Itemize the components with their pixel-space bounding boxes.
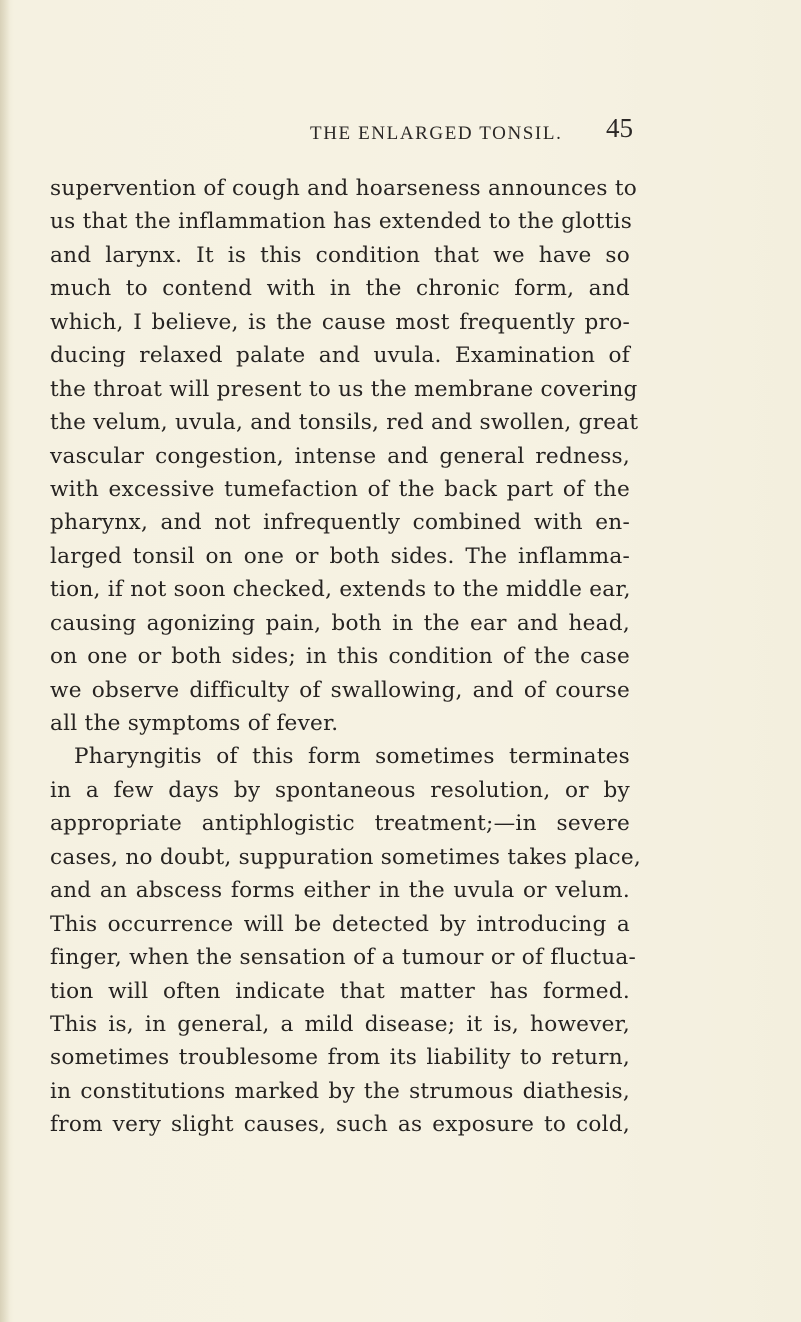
text-line: This occurrence will be detected by introducing a — [50, 911, 630, 937]
text-line: and larynx. It is this condition that we have so — [50, 242, 630, 268]
page-number: 45 — [606, 113, 633, 143]
text-line: in constitutions marked by the strumous diathesis, — [50, 1078, 630, 1104]
body-text — [50, 172, 642, 1142]
text-line: much to contend with in the chronic form, and — [50, 276, 630, 302]
text-line: vascular congestion, intense and general redness, — [50, 443, 630, 469]
page-edge-shadow — [0, 0, 10, 1322]
text-line: supervention of cough and hoarseness announces to — [50, 176, 638, 201]
text-line: sometimes troublesome from its liability to return, — [50, 1045, 630, 1071]
text-line: causing agonizing pain, both in the ear and head, — [50, 610, 630, 636]
text-line: tion will often indicate that matter has formed. — [50, 978, 630, 1004]
text-line: we observe difficulty of swallowing, and of course — [50, 677, 630, 703]
text-line: which, I believe, is the cause most frequently pro- — [50, 309, 630, 335]
text-line: on one or both sides; in this condition of the case — [50, 644, 630, 670]
text-line: us that the inflammation has extended to the glottis — [50, 209, 633, 235]
text-line: This is, in general, a mild disease; it is, however, — [50, 1011, 630, 1037]
running-title: THE ENLARGED TONSIL. — [310, 123, 563, 144]
running-head — [0, 111, 801, 151]
text-line: tion, if not soon checked, extends to the middle ear, — [50, 577, 631, 603]
text-line: the velum, uvula, and tonsils, red and swollen, great — [50, 410, 639, 436]
text-line: ducing relaxed palate and uvula. Examination of — [50, 343, 630, 369]
text-line: cases, no doubt, suppuration sometimes takes place, — [50, 844, 642, 870]
text-line: and an abscess forms either in the uvula or velum. — [50, 878, 630, 904]
text-line: Pharyngitis of this form sometimes terminates — [74, 744, 630, 770]
text-line: in a few days by spontaneous resolution, or by — [50, 777, 630, 803]
text-line: pharynx, and not infrequently combined with en- — [50, 510, 630, 536]
text-line: all the symptoms of fever. — [50, 711, 339, 736]
text-line: appropriate antiphlogistic treatment;—in severe — [50, 811, 630, 837]
text-line: the throat will present to us the membrane covering — [50, 376, 638, 402]
text-line: finger, when the sensation of a tumour or of fluctua- — [50, 945, 637, 971]
text-line: with excessive tumefaction of the back part of the — [50, 476, 630, 502]
text-line: larged tonsil on one or both sides. The inflamma- — [50, 543, 630, 569]
text-line: from very slight causes, such as exposure to cold, — [50, 1112, 630, 1138]
